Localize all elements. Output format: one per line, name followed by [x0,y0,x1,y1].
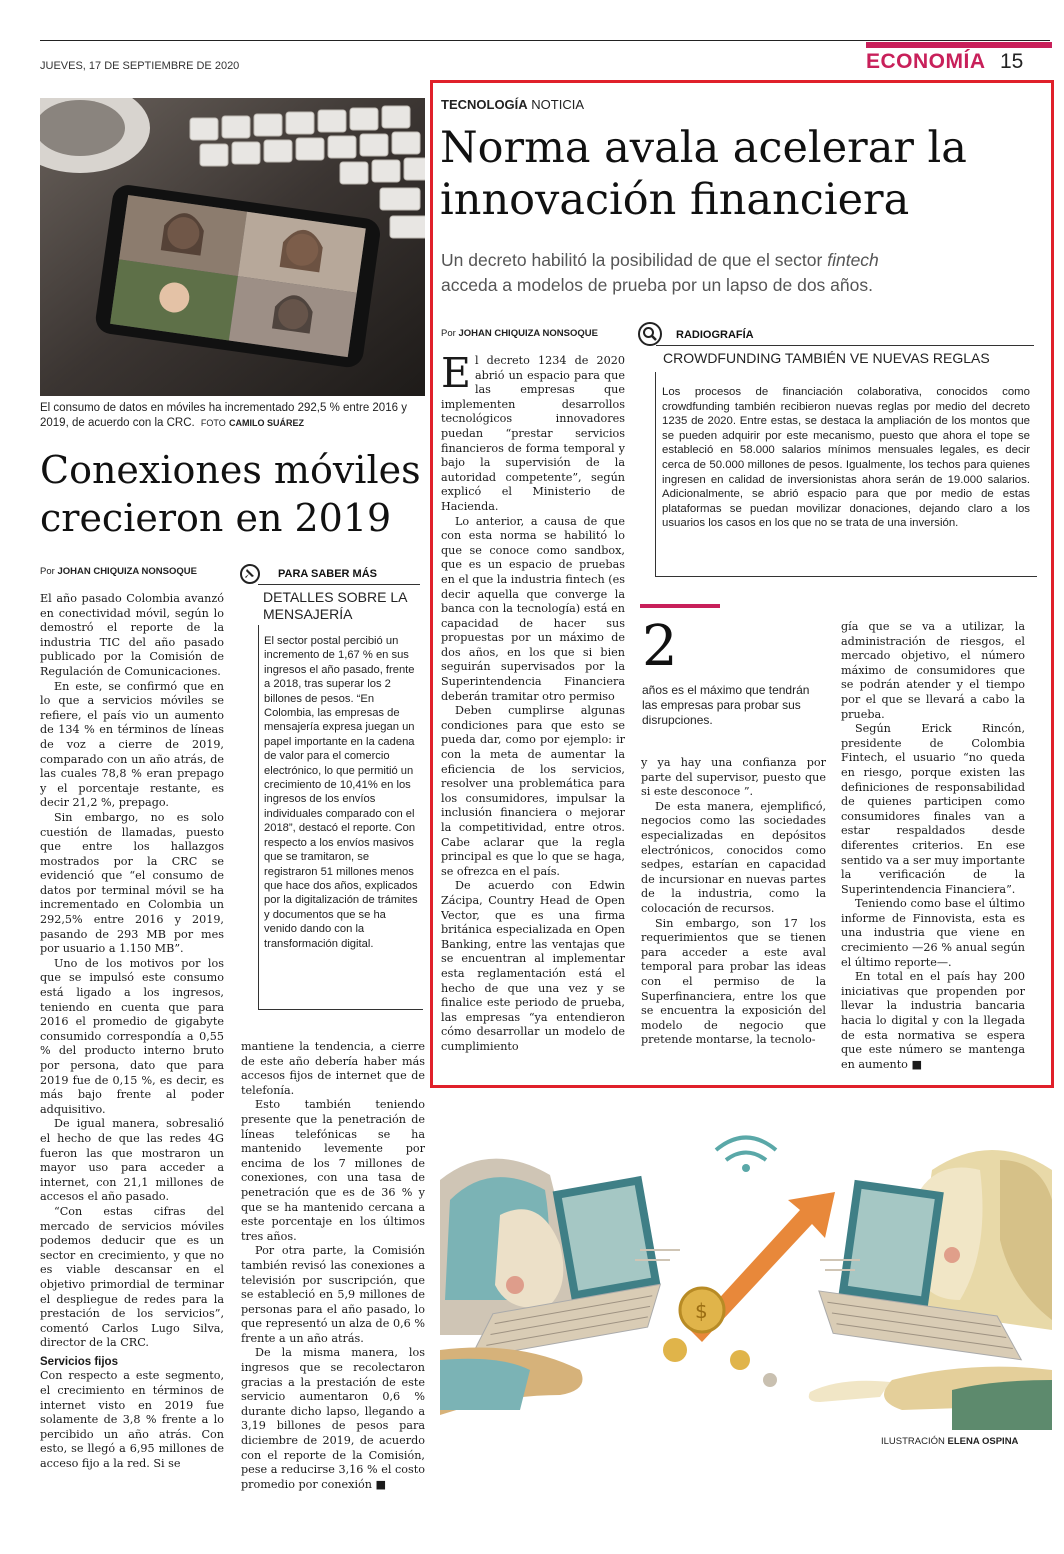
left-headline-line2: crecieron en 2019 [40,496,392,540]
byline-name: JOHAN CHIQUIZA NONSOQUE [458,328,598,339]
page-number: 15 [1000,50,1024,73]
article-byline [441,328,598,339]
paragraph: Teniendo como base el último informe de Finnovista, esta es una industria que viene en crecimiento —26 % anual según el último reporte—. [841,897,1025,969]
paragraph: De acuerdo con Edwin Zácipa, Country Head de Open Vector, que es una firma británica especializada en Open Banking, entre las ventajas que se encuentran al implementar esta reglamentación está el hecho de que una vez y se finalice este periodo de prueba, las empresas “ya entendieron cómo desarrollar un modelo de cumplimiento [441,879,625,1053]
paragraph: Por otra parte, la Comisión también revisó las conexiones a televisión por suscripción, que se estableció en 5,9 millones de personas para el año pasado, lo que representó un alza de 0,6 % frente a un año atrás. [241,1244,425,1345]
left-byline [40,566,197,577]
phone-photo [40,98,425,396]
photo-caption [40,401,430,430]
paragraph: De esta manera, ejemplificó, negocios como las sociedades especializadas en depósitos electrónicos, conocidos como sedpes, estarían en capacidad de incursionar en nuevas partes de la industria, como la colocación de recursos. [641,799,826,915]
laptops-coin-illustration [440,1120,1052,1430]
paragraph: En total en el país hay 200 iniciativas que propenden por llevar la industria bancaria hacia lo digital y con la llegada de esta normativa se espera que este número se mantenga en aumento ■ [841,970,1025,1071]
paragraph: Sin embargo, son 17 los requerimientos que se tienen para acceder a este aval temporal para probar las ideas con el permiso de la Superfinanciera, entre los que se encuentra la exposición del modelo de negocio que pretende montarse, la tecnolo- [641,916,826,1047]
paragraph: Uno de los motivos por los que se impulsó este consumo está ligado a los ingresos, teniendo en cuenta que para 2016 el promedio de gigabyte consumido correspondía a 0,55 % del producto interno bruto por persona, dato que para 2019 fue de 0,15 %, es decir, es más bajo frente al poder adquisitivo. [40,956,224,1116]
article-headline [440,122,967,226]
photo-credit-name: CAMILO SUÁREZ [228,417,304,428]
illustration-credit-label: ILUSTRACIÓN [881,1436,945,1447]
subtitle-line1: Un decreto habilitó la posibilidad de que el sector [441,250,823,270]
paragraph: De igual manera, sobresalió el hecho de que las redes 4G fueron las que mostraron un mayor uso para acceder a internet, con 21,1 millones de accesos el año pasado. [40,1117,224,1204]
article-kicker [441,97,584,112]
kicker-type: NOTICIA [531,97,585,112]
sidebar-text: El sector postal percibió un incremento de 1,67 % en sus ingresos el año pasado, frente a 2018, tras superar los 2 billones de pesos. “En Colombia, las empresas de mensajería expresa juegan un papel importante en la cadena de valor para el comercio electrónico, lo que permitió un crecimiento de 10,41% en los ingresos de los envíos individuales comparado con el 2018”, destacó el reporte. Con respecto a los envíos masivos que se tramitaron, se registraron 51 millones menos que hace dos años, explicados por la digitalización de trámites y documentos que se ha venido dando con la transformación digital. [264,635,418,950]
box-text: Los procesos de financiación colaborativa, conocidos como crowdfunding también recibieron nuevas reglas por medio del decreto 1235 de 2020. Entre estas, se destaca la ampliación de los montos que se pueden adquirir por este mecanismo, puesto que ahora el tope se estableció en 58.000 salarios mínimos mensuales legales, es decir cerca de 50.000 millones de pesos. Igualmente, los techos para quienes ingresen en calidad de inversionistas ahora serán de 19.000 salarios. Adicionalmente, se abrió espacio para que por medio de estas plataformas se puedan movilizar donaciones, dejando claro a los usuarios los casos en los que no se trata de una inversión. [662,386,1030,530]
stat-number: 2 [642,614,678,679]
headline-line2: innovación financiera [440,175,910,225]
paragraph: Según Erick Rincón, presidente de Colombia Fintech, el usuario “no queda en riesgo, porque existen las definiciones de responsabilidad de quienes participen como consumidores finales van a estar respaldados desde diferentes criterios. En ese sentido va a ser muy importante la verificación de la Superintendencia Financiera”. [841,722,1025,896]
sidebar-title-line2: MENSAJERÍA [263,606,353,622]
stat-text: años es el máximo que tendrán las empresas para probar sus disrupciones. [642,683,810,727]
subtitle-emphasis: fintech [827,250,879,270]
headline-line1: Norma avala acelerar la [440,123,967,173]
paragraph: Lo anterior, a causa de que con esta norma se habilitó lo que se conoce como sandbox, que es un espacio de pruebas en el que la industria fintech (es decir aquella que converge la banca con la tecnología) está en capacidad de hacer sus propuestas por un máximo de dos años, en los que si bien seguirán supervisados por la Superintendencia Financiera deberán tramitar otro permiso [441,514,625,703]
photo-credit-label: FOTO [200,417,226,428]
illustration-credit [881,1436,1018,1447]
left-column-2 [241,1040,425,1545]
paragraph: “Con estas cifras del mercado de servicios móviles podemos deducir que es un sector en crecimiento, y que no es viable descansar en el objetivo primordial de terminar el despliegue de redes para la prestación de los servicios”, comentó Carlos Lugo Silva, director de la CRC. [40,1204,224,1350]
article-column-3 [841,620,1025,1072]
section-name: ECONOMÍA [866,50,986,73]
paragraph: De la misma manera, los ingresos que se recolectaron gracias a la prestación de este servicio aumentaron 0,6 % durante dicho lapso, llegando a 3,19 billones de pesos para diciembre de 2019, de acuerdo con el reporte de la Comisión, pese a reducirse 3,16 % el costo promedio por conexión ■ [241,1346,425,1491]
caption-text: El consumo de datos en móviles ha incrementado 292,5 % entre 2016 y 2019, de acuerdo con la CRC. [40,402,407,429]
sidebar-title-line1: DETALLES SOBRE LA [263,589,408,605]
issue-date: JUEVES, 17 DE SEPTIEMBRE DE 2020 [40,60,240,72]
photo-illustration [40,98,425,396]
box-rule [656,345,1034,346]
stat-accent-bar [640,604,720,608]
paragraph: Con respecto a este segmento, el crecimiento en términos de internet visto en 2019 fue solamente de 3,8 % frente a lo percibido un año atrás. Con esto, se llegó a 6,95 millones de acceso fijo a la red. Si se [40,1369,224,1471]
paragraph: mantiene la tendencia, a cierre de este año debería haber más accesos fijos de internet que de telefonía. [241,1040,425,1097]
byline-prefix: Por [441,328,456,339]
byline-name: JOHAN CHIQUIZA NONSOQUE [57,566,197,577]
paragraph: gía que se va a utilizar, la administración de riesgos, el mercado objetivo, el número máximo de consumidores que se podrán atender y el tiempo por el que se llevará a cabo la prueba. [841,620,1025,721]
left-headline-line1: Conexiones móviles [40,448,421,492]
sidebar-label: PARA SABER MÁS [278,568,378,580]
left-column-1 [40,592,224,1540]
svg-text:$: $ [695,1299,708,1323]
article-subtitle [441,248,879,298]
header-rule [40,40,1050,41]
magnifier-icon [638,322,662,346]
lead-text: l decreto 1234 de 2020 abrió un espacio para que las empresas que implementen desarrollos tecnológicos innovadores puedan “prestar servicios financieros de forma temporal y bajo la supervisión de la autoridad competente”, según explicó el Ministerio de Hacienda. [441,354,625,513]
sidebar-rule [258,584,420,585]
paragraph: El año pasado Colombia avanzó en conectividad móvil, según lo demostró el reporte de la industria TIC del año pasado publicado por la Comisión de Regulación de Comunicaciones. [40,592,224,678]
drop-cap: E [441,354,471,397]
paragraph: y ya hay una confianza por parte del supervisor, puesto que si este desconoce ”. [641,756,826,799]
article-column-2 [641,756,826,1072]
section-accent-bar [866,42,1052,48]
paragraph: Deben cumplirse algunas condiciones para que esto se pueda dar, como por ejemplo: ir con la meta de aumentar la eficiencia de los servicios, resolver una problemática para los consumidores, impulsar la inclusión financiera o mejorar la competitividad, entre otros. Cabe aclarar que la regla principal es que lo que se haga, se ofrezca en el país. [441,704,625,878]
sidebar-title [263,589,423,623]
paragraph: Sin embargo, no es solo cuestión de llamadas, puesto que entre los hallazgos mostrados por la CRC se evidenció que “el consumo de datos por terminal móvil se ha incrementado en Colombia un 292,5% entre 2016 y 2019, pasando de 293 MB por mes por usuario a 1.150 MB”. [40,810,224,956]
paragraph: Esto también teniendo presente que la penetración de líneas telefónicas se ha mantenido levemente por encima de los 7 millones de conexiones, con una tasa de penetración que es de 36 % y que se ha mantenido cercana a este porcentaje en los últimos tres años. [241,1098,425,1243]
fintech-illustration [440,1120,1052,1430]
paragraph-lead [441,354,625,515]
left-headline [40,446,421,542]
article-column-1 [441,354,625,1072]
box-label: RADIOGRAFÍA [676,329,754,341]
illustration-credit-name: ELENA OSPINA [947,1436,1019,1447]
box-title: CROWDFUNDING TAMBIÉN VE NUEVAS REGLAS [663,350,990,366]
subhead: Servicios fijos [40,1355,118,1368]
paragraph: En este, se confirmó que en lo que a servicios móviles se refiere, el país vio un aumento de 134 % en términos de líneas de voz a cierre de 2019, comparado con un año atrás, de las cuales 78,8 % eran prepago y el porcentaje restante, es decir 21,2 %, prepago. [40,679,224,810]
subtitle-line2: acceda a modelos de prueba por un lapso de dos años. [441,275,873,295]
kicker-section: TECNOLOGÍA [441,97,528,112]
pin-icon [240,564,260,584]
byline-prefix: Por [40,566,55,577]
